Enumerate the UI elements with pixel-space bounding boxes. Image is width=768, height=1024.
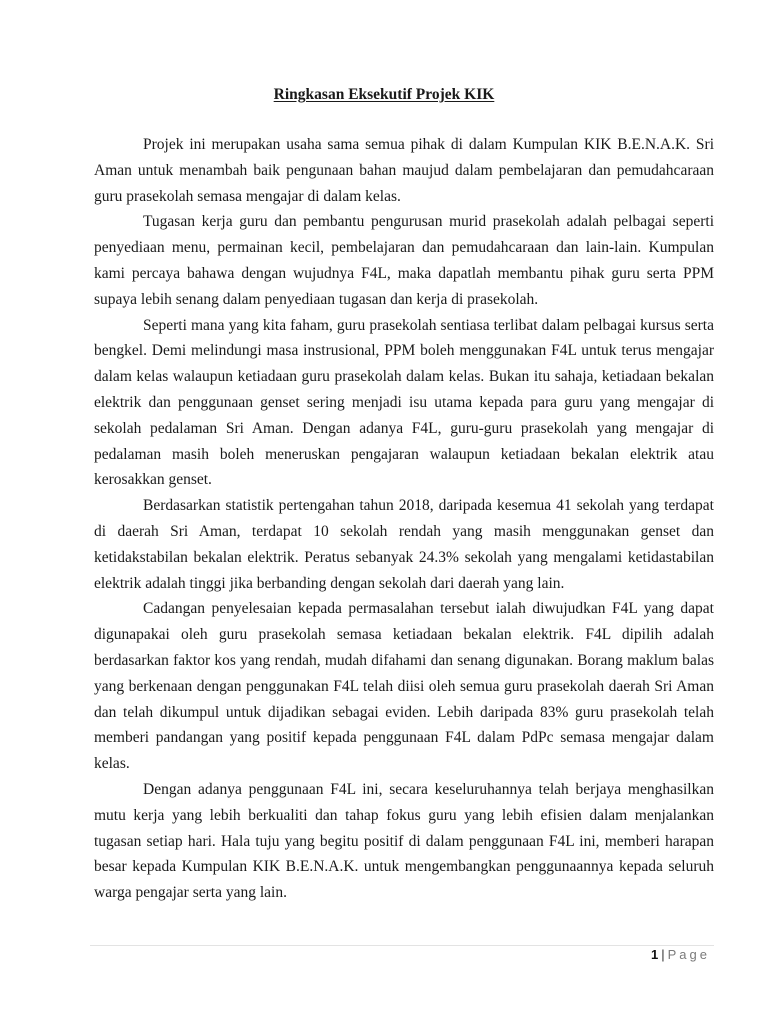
- paragraph-problem: Seperti mana yang kita faham, guru prasekolah sentiasa terlibat dalam pelbagai kursus serta bengkel. Demi melindungi masa instrusional, PPM boleh menggunakan F4L untuk terus mengajar dalam kelas walaupun ketiadaan guru prasekolah dalam kelas. Bukan itu sahaja, ketiadaan bekalan elektrik dan penggunaan genset sering menjadi isu utama kepada para guru yang mengajar di sekolah pedalaman Sri Aman. Dengan adanya F4L, guru-guru prasekolah yang mengajar di pedalaman masih boleh meneruskan pengajaran walaupun ketiadaan bekalan elektrik atau kerosakkan genset.: [94, 316, 714, 489]
- document-body: [94, 132, 714, 906]
- page-footer: [651, 947, 710, 962]
- page-label: Page: [667, 947, 710, 962]
- paragraph-statistics: Berdasarkan statistik pertengahan tahun 2018, daripada kesemua 41 sekolah yang terdapat di daerah Sri Aman, terdapat 10 sekolah rendah yang masih menggunakan genset dan ketidakstabilan bekalan elektrik. Peratus sebanyak 24.3% sekolah yang mengalami ketidastabilan elektrik adalah tinggi jika berbanding dengan sekolah dari daerah yang lain.: [94, 497, 714, 592]
- page-separator: |: [661, 947, 665, 962]
- paragraph-intro: Projek ini merupakan usaha sama semua pihak di dalam Kumpulan KIK B.E.N.A.K. Sri Aman untuk menambah baik pengunaan bahan maujud dalam pembelajaran dan pemudahcaraan guru prasekolah semasa mengajar di dalam kelas.: [94, 136, 714, 205]
- page-number: 1: [651, 947, 659, 962]
- paragraph-solution: Cadangan penyelesaian kepada permasalahan tersebut ialah diwujudkan F4L yang dapat digunapakai oleh guru prasekolah semasa ketiadaan bekalan elektrik. F4L dipilih adalah berdasarkan faktor kos yang rendah, mudah difahami dan senang digunakan. Borang maklum balas yang berkenaan dengan penggunakan F4L telah diisi oleh semua guru prasekolah daerah Sri Aman dan telah dikumpul untuk dijadikan sebagai eviden. Lebih daripada 83% guru prasekolah telah memberi pandangan yang positif kepada penggunaan F4L dalam PdPc semasa mengajar dalam kelas.: [94, 600, 714, 773]
- document-title: Ringkasan Eksekutif Projek KIK: [273, 86, 495, 103]
- paragraph-tasks: Tugasan kerja guru dan pembantu pengurusan murid prasekolah adalah pelbagai seperti penyediaan menu, permainan kecil, pembelajaran dan pemudahcaraan dan lain-lain. Kumpulan kami percaya bahawa dengan wujudnya F4L, maka dapatlah membantu pihak guru serta PPM supaya lebih senang dalam penyediaan tugasan dan kerja di prasekolah.: [94, 213, 714, 308]
- paragraph-conclusion: Dengan adanya penggunaan F4L ini, secara keseluruhannya telah berjaya menghasilkan mutu kerja yang lebih berkualiti dan tahap fokus guru yang lebih efisien dalam menjalankan tugasan setiap hari. Hala tuju yang begitu positif di dalam penggunaan F4L ini, memberi harapan besar kepada Kumpulan KIK B.E.N.A.K. untuk mengembangkan penggunaannya kepada seluruh warga pengajar serta yang lain.: [94, 780, 714, 902]
- footer-divider: [90, 945, 714, 946]
